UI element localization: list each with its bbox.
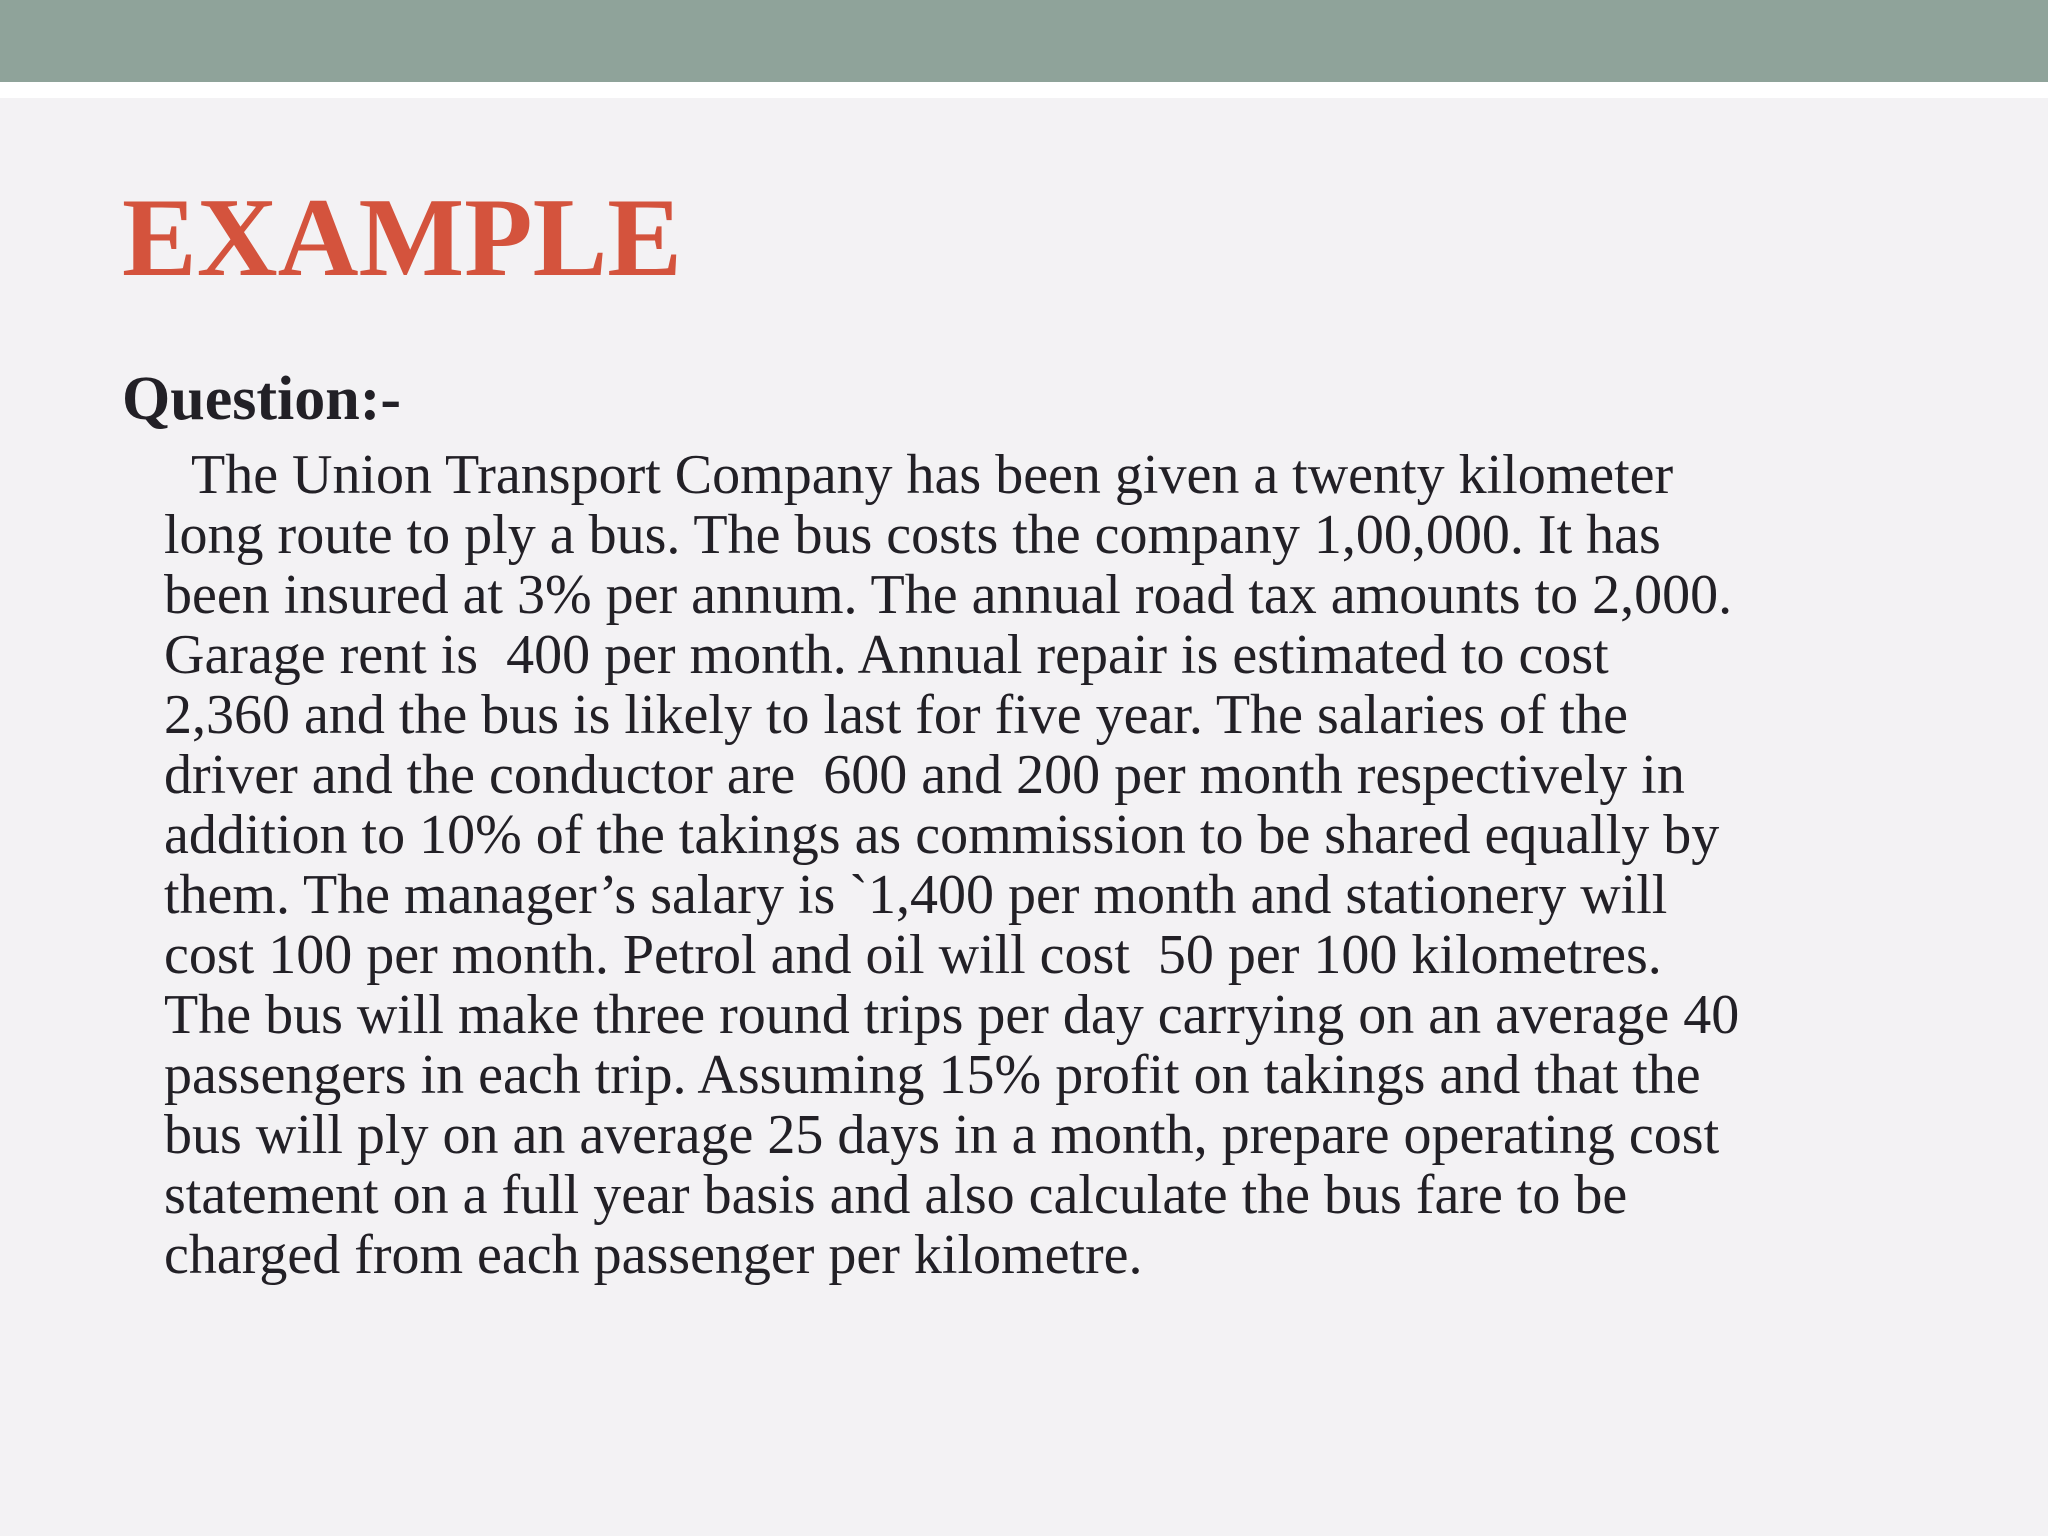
question-line: cost 100 per month. Petrol and oil will cost 50 per 100 kilometres. [164, 924, 1662, 986]
question-body [164, 445, 2024, 1285]
question-line: driver and the conductor are 600 and 200 per month respectively in [164, 744, 1685, 806]
slide-title: EXAMPLE [122, 176, 682, 300]
question-line: 2,360 and the bus is likely to last for five year. The salaries of the [164, 684, 1628, 746]
question-line: bus will ply on an average 25 days in a month, prepare operating cost [164, 1104, 1720, 1166]
question-line: passengers in each trip. Assuming 15% profit on takings and that the [164, 1044, 1701, 1106]
question-line: Garage rent is 400 per month. Annual repair is estimated to cost [164, 624, 1609, 686]
question-line: charged from each passenger per kilometre. [164, 1224, 1143, 1286]
top-accent-bar [0, 0, 2048, 82]
question-line: The bus will make three round trips per day carrying on an average 40 [164, 984, 1740, 1046]
question-line: The Union Transport Company has been given a twenty kilometer [164, 444, 1674, 506]
question-line: long route to ply a bus. The bus costs the company 1,00,000. It has [164, 504, 1661, 566]
question-line: been insured at 3% per annum. The annual road tax amounts to 2,000. [164, 564, 1733, 626]
question-label: Question:- [122, 365, 401, 433]
top-bar-divider [0, 82, 2048, 98]
question-line: addition to 10% of the takings as commission to be shared equally by [164, 804, 1720, 866]
question-line: statement on a full year basis and also calculate the bus fare to be [164, 1164, 1628, 1226]
question-line: them. The manager’s salary is `1,400 per month and stationery will [164, 864, 1668, 926]
